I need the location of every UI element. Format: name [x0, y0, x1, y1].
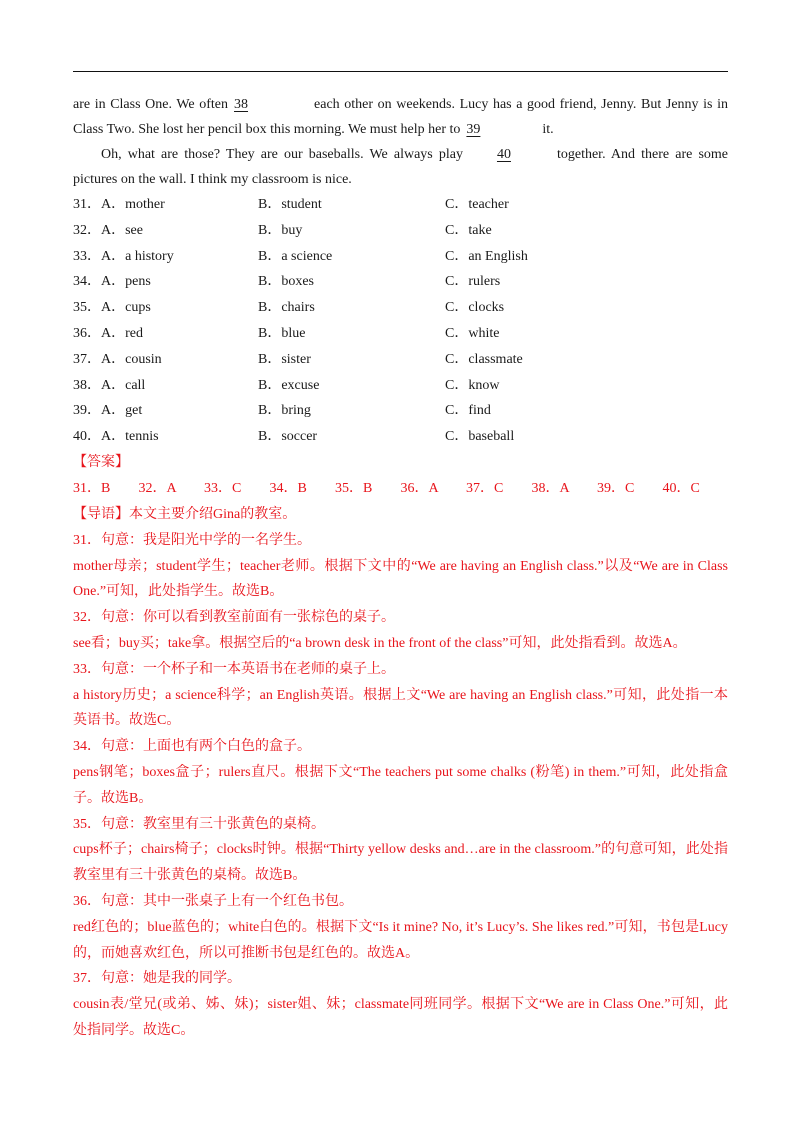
question-row — [73, 192, 728, 218]
option-c: C．an English — [445, 248, 528, 264]
explanation-detail: cousin表/堂兄(或弟、姊、妹)；sister姐、妹；classmate同班同学。根据下文“We are in Class One.”可知，此处指同学。故选C。 — [73, 997, 728, 1038]
answer-item: 38．A — [531, 480, 570, 496]
option-c: C．rulers — [445, 274, 501, 290]
answer-heading: 【答案】 — [73, 454, 129, 470]
option-a: 34．A．pens — [73, 274, 151, 290]
question-row — [73, 373, 728, 399]
option-c: C．know — [445, 377, 500, 393]
option-c: C．take — [445, 222, 492, 238]
explanation-meaning: 34．句意：上面也有两个白色的盒子。 — [73, 739, 311, 755]
answer-item: 33．C — [204, 480, 242, 496]
answer-item: 34．B — [269, 480, 307, 496]
answer-item: 39．C — [597, 480, 635, 496]
option-b: B．sister — [258, 351, 311, 367]
passage-text: together. And there are some pictures on the wall. I think my classroom is nice. — [73, 147, 728, 187]
blank-39: 39 — [466, 122, 481, 137]
question-row — [73, 295, 728, 321]
option-c: C．teacher — [445, 197, 509, 212]
explanation-detail: see看；buy买；take拿。根据空后的“a brown desk in the front of the class”可知，此处指看到。故选A。 — [73, 635, 687, 651]
option-c: C．baseball — [445, 429, 515, 445]
explanation-section — [73, 502, 728, 1044]
question-row — [73, 321, 728, 347]
explanation-meaning: 37．句意：她是我的同学。 — [73, 971, 241, 987]
passage-text: are in Class One. We often — [73, 97, 229, 112]
option-a: 35．A．cups — [73, 300, 151, 316]
option-a: 38．A．call — [73, 377, 146, 393]
option-b: B．buy — [258, 222, 303, 238]
explanation-detail: pens钢笔；boxes盒子；rulers直尺。根据下文“The teachers put some chalks (粉笔) in them.”可知，此处指盒子。故选B。 — [73, 764, 728, 806]
answer-key — [73, 476, 728, 502]
option-b: B．blue — [258, 325, 306, 341]
option-a: 31．A．mother — [73, 197, 165, 212]
answer-item: 32．A — [138, 480, 177, 496]
option-c: C．white — [445, 325, 500, 341]
answer-item: 31．B — [73, 480, 111, 496]
option-a: 40．A．tennis — [73, 429, 159, 445]
option-b: B．chairs — [258, 300, 315, 316]
explanation-detail: a history历史；a science科学；an English英语。根据上文“We are having an English class.”可知，此处指一本英语书。故选C。 — [73, 687, 728, 729]
option-a: 33．A．a history — [73, 248, 174, 264]
option-c: C．find — [445, 403, 491, 419]
question-row — [73, 218, 728, 244]
passage-paragraph-1 — [73, 92, 728, 142]
blank-38: 38 — [234, 97, 249, 112]
answer-item: 37．C — [466, 480, 504, 496]
document-page — [73, 92, 728, 1044]
explanation-meaning: 36．句意：其中一张桌子上有一个红色书包。 — [73, 893, 353, 909]
explanation-detail: cups杯子；chairs椅子；clocks时钟。根据“Thirty yellow desks and…are in the classroom.”的句意可知，此处指教室里有三十张黄色的桌椅。故选B。 — [73, 842, 728, 884]
option-b: B．boxes — [258, 274, 314, 290]
option-b: B．a science — [258, 248, 333, 264]
passage-paragraph-2 — [73, 142, 728, 192]
option-a: 32．A．see — [73, 222, 143, 238]
option-a: 37．A．cousin — [73, 351, 162, 367]
explanation-detail: red红色的；blue蓝色的；white白色的。根据下文“Is it mine? No, it’s Lucy’s. She likes red.”可知，书包是Lucy的，而她喜欢红色，所以可推断书包是红色的。故选A。 — [73, 919, 728, 961]
question-row — [73, 244, 728, 270]
explanation-meaning: 32．句意：你可以看到教室前面有一张棕色的桌子。 — [73, 610, 395, 626]
option-b: B．student — [258, 197, 322, 212]
option-b: B．excuse — [258, 377, 320, 393]
explanation-meaning: 31．句意：我是阳光中学的一名学生。 — [73, 532, 311, 548]
explanation-detail: mother母亲；student学生；teacher老师。根据下文中的“We are having an English class.”以及“We are in Class One.”可知，此处指学生。故选B。 — [73, 558, 728, 600]
question-row — [73, 424, 728, 450]
explanation-meaning: 35．句意：教室里有三十张黄色的桌椅。 — [73, 816, 325, 832]
question-list — [73, 192, 728, 450]
explanation-meaning: 33．句意：一个杯子和一本英语书在老师的桌子上。 — [73, 661, 395, 677]
passage-text: Oh, what are those? They are our baseballs. We always play — [101, 147, 463, 162]
header-rule — [73, 71, 728, 72]
option-b: B．soccer — [258, 429, 318, 445]
passage-text: each other on weekends. Lucy has a good friend, Jenny. But Jenny is in Class Two. She lost her pencil box this morning. We must help her to — [73, 97, 728, 137]
option-b: B．bring — [258, 403, 311, 419]
option-a: 36．A．red — [73, 325, 143, 341]
intro-text: 【导语】本文主要介绍Gina的教室。 — [73, 506, 297, 522]
question-row — [73, 269, 728, 295]
blank-40: 40 — [496, 147, 511, 162]
answer-item: 40．C — [662, 480, 700, 496]
question-row — [73, 347, 728, 373]
option-a: 39．A．get — [73, 403, 143, 419]
passage-text: it. — [542, 122, 554, 137]
question-row — [73, 398, 728, 424]
answer-item: 35．B — [335, 480, 373, 496]
option-c: C．clocks — [445, 300, 505, 316]
option-c: C．classmate — [445, 351, 523, 367]
answer-item: 36．A — [400, 480, 439, 496]
